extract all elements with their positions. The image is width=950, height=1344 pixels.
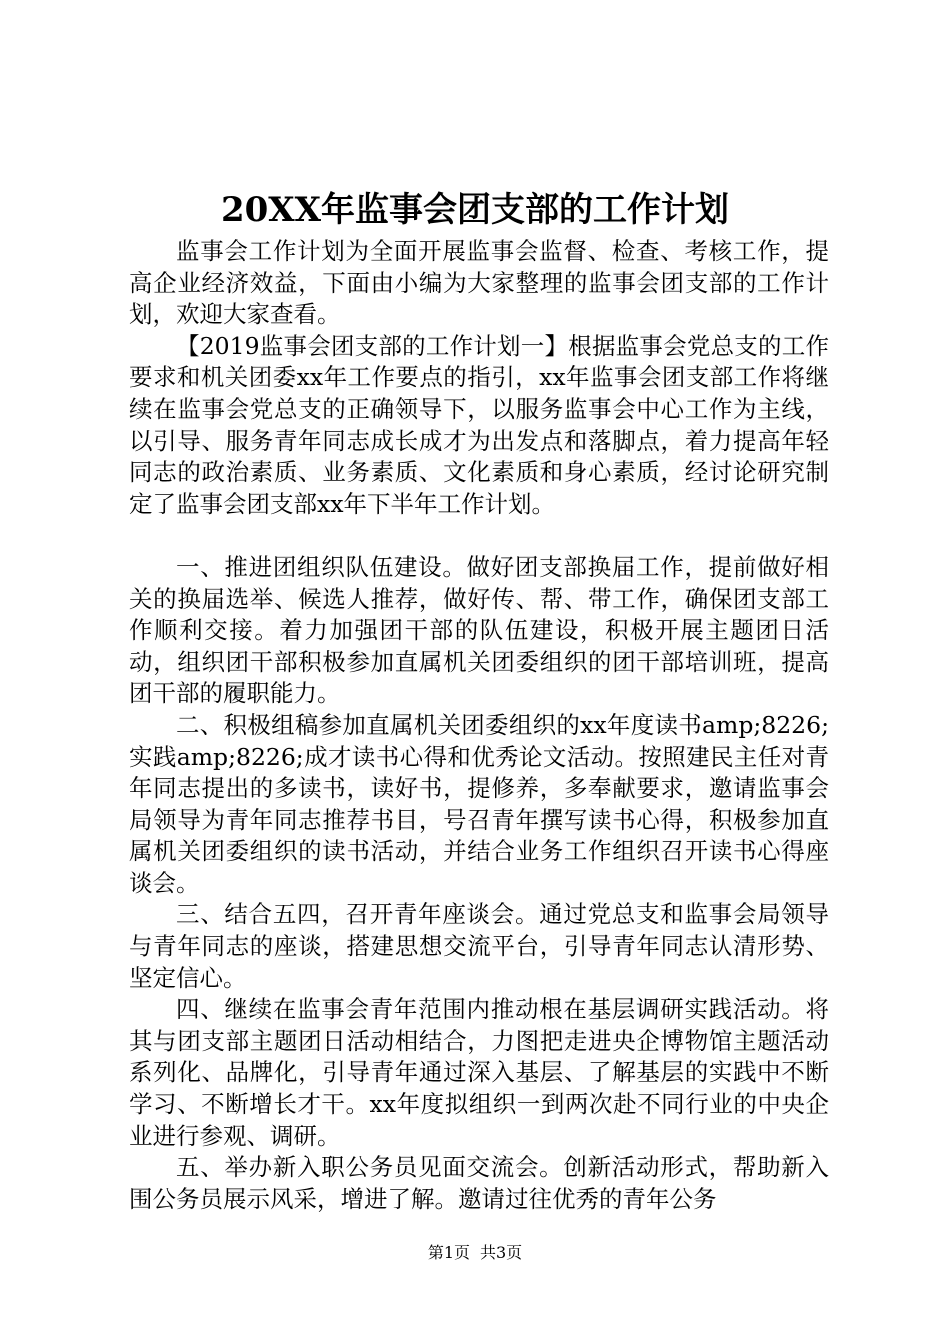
paragraph-item-two: 二、积极组稿参加直属机关团委组织的xx年度读书amp;8226;实践amp;8226;成才读书心得和优秀论文活动。按照建民主任对青年同志提出的多读书，读好书，提修养，多奉献要求，邀请监事会局领导为青年同志推荐书目，号召青年撰写读书心得，积极参加直属机关团委组织的读书活动，并结合业务工作组织召开读书心得座谈会。 bbox=[129, 710, 829, 897]
page-number-total: 共3页 bbox=[480, 1243, 523, 1262]
page-number-current: 第1页 bbox=[427, 1243, 470, 1262]
document-body bbox=[129, 236, 829, 1215]
page-footer bbox=[0, 1242, 950, 1264]
paragraph-item-one: 一、推进团组织队伍建设。做好团支部换届工作，提前做好相关的换届选举、候选人推荐，做好传、帮、带工作，确保团支部工作顺利交接。着力加强团干部的队伍建设，积极开展主题团日活动，组织团干部积极参加直属机关团委组织的团干部培训班，提高团干部的履职能力。 bbox=[129, 552, 829, 708]
document-title: 20XX年监事会团支部的工作计划 bbox=[220, 190, 730, 230]
paragraph-item-three: 三、结合五四，召开青年座谈会。通过党总支和监事会局领导与青年同志的座谈，搭建思想交流平台，引导青年同志认清形势、坚定信心。 bbox=[129, 900, 829, 992]
paragraph-intro: 监事会工作计划为全面开展监事会监督、检查、考核工作，提高企业经济效益，下面由小编为大家整理的监事会团支部的工作计划，欢迎大家查看。 bbox=[129, 237, 829, 329]
paragraph-plan-one: 【2019监事会团支部的工作计划一】根据监事会党总支的工作要求和机关团委xx年工作要点的指引，xx年监事会团支部工作将继续在监事会党总支的正确领导下，以服务监事会中心工作为主线，以引导、服务青年同志成长成才为出发点和落脚点，着力提高年轻同志的政治素质、业务素质、文化素质和身心素质，经讨论研究制定了监事会团支部xx年下半年工作计划。 bbox=[129, 331, 829, 518]
paragraph-item-five: 五、举办新入职公务员见面交流会。创新活动形式，帮助新入围公务员展示风采，增进了解。邀请过往优秀的青年公务 bbox=[129, 1153, 829, 1213]
paragraph-item-four: 四、继续在监事会青年范围内推动根在基层调研实践活动。将其与团支部主题团日活动相结合，力图把走进央企博物馆主题活动系列化、品牌化，引导青年通过深入基层、了解基层的实践中不断学习、不断增长才干。xx年度拟组织一到两次赴不同行业的中央企业进行参观、调研。 bbox=[129, 995, 829, 1150]
